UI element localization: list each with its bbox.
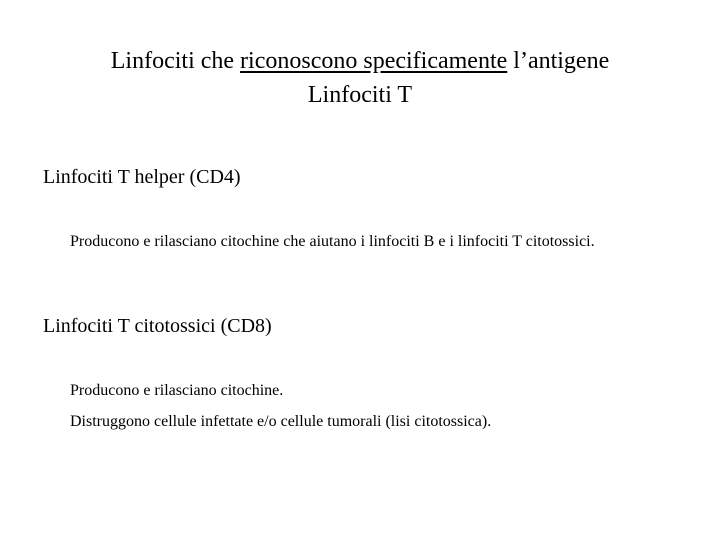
title-text-before: Linfociti che: [110, 48, 241, 74]
section-paragraph-helper: Producono e rilasciano citochine che aiutano i linfociti B e i linfociti T citotossici.: [70, 233, 595, 250]
slide-title: [0, 44, 720, 112]
section-paragraph-cytotoxic-1: Producono e rilasciano citochine.: [70, 382, 284, 399]
section-heading-cytotoxic: Linfociti T citotossici (CD8): [43, 315, 272, 337]
title-text-after: l’antigene: [507, 48, 610, 74]
title-line-2: Linfociti T: [307, 82, 413, 108]
title-underlined-text: riconoscono specificamente: [240, 48, 508, 74]
title-line-1: [0, 44, 720, 78]
section-paragraph-cytotoxic-2: Distruggono cellule infettate e/o cellule tumorali (lisi citotossica).: [70, 413, 492, 430]
section-heading-helper: Linfociti T helper (CD4): [43, 166, 241, 188]
